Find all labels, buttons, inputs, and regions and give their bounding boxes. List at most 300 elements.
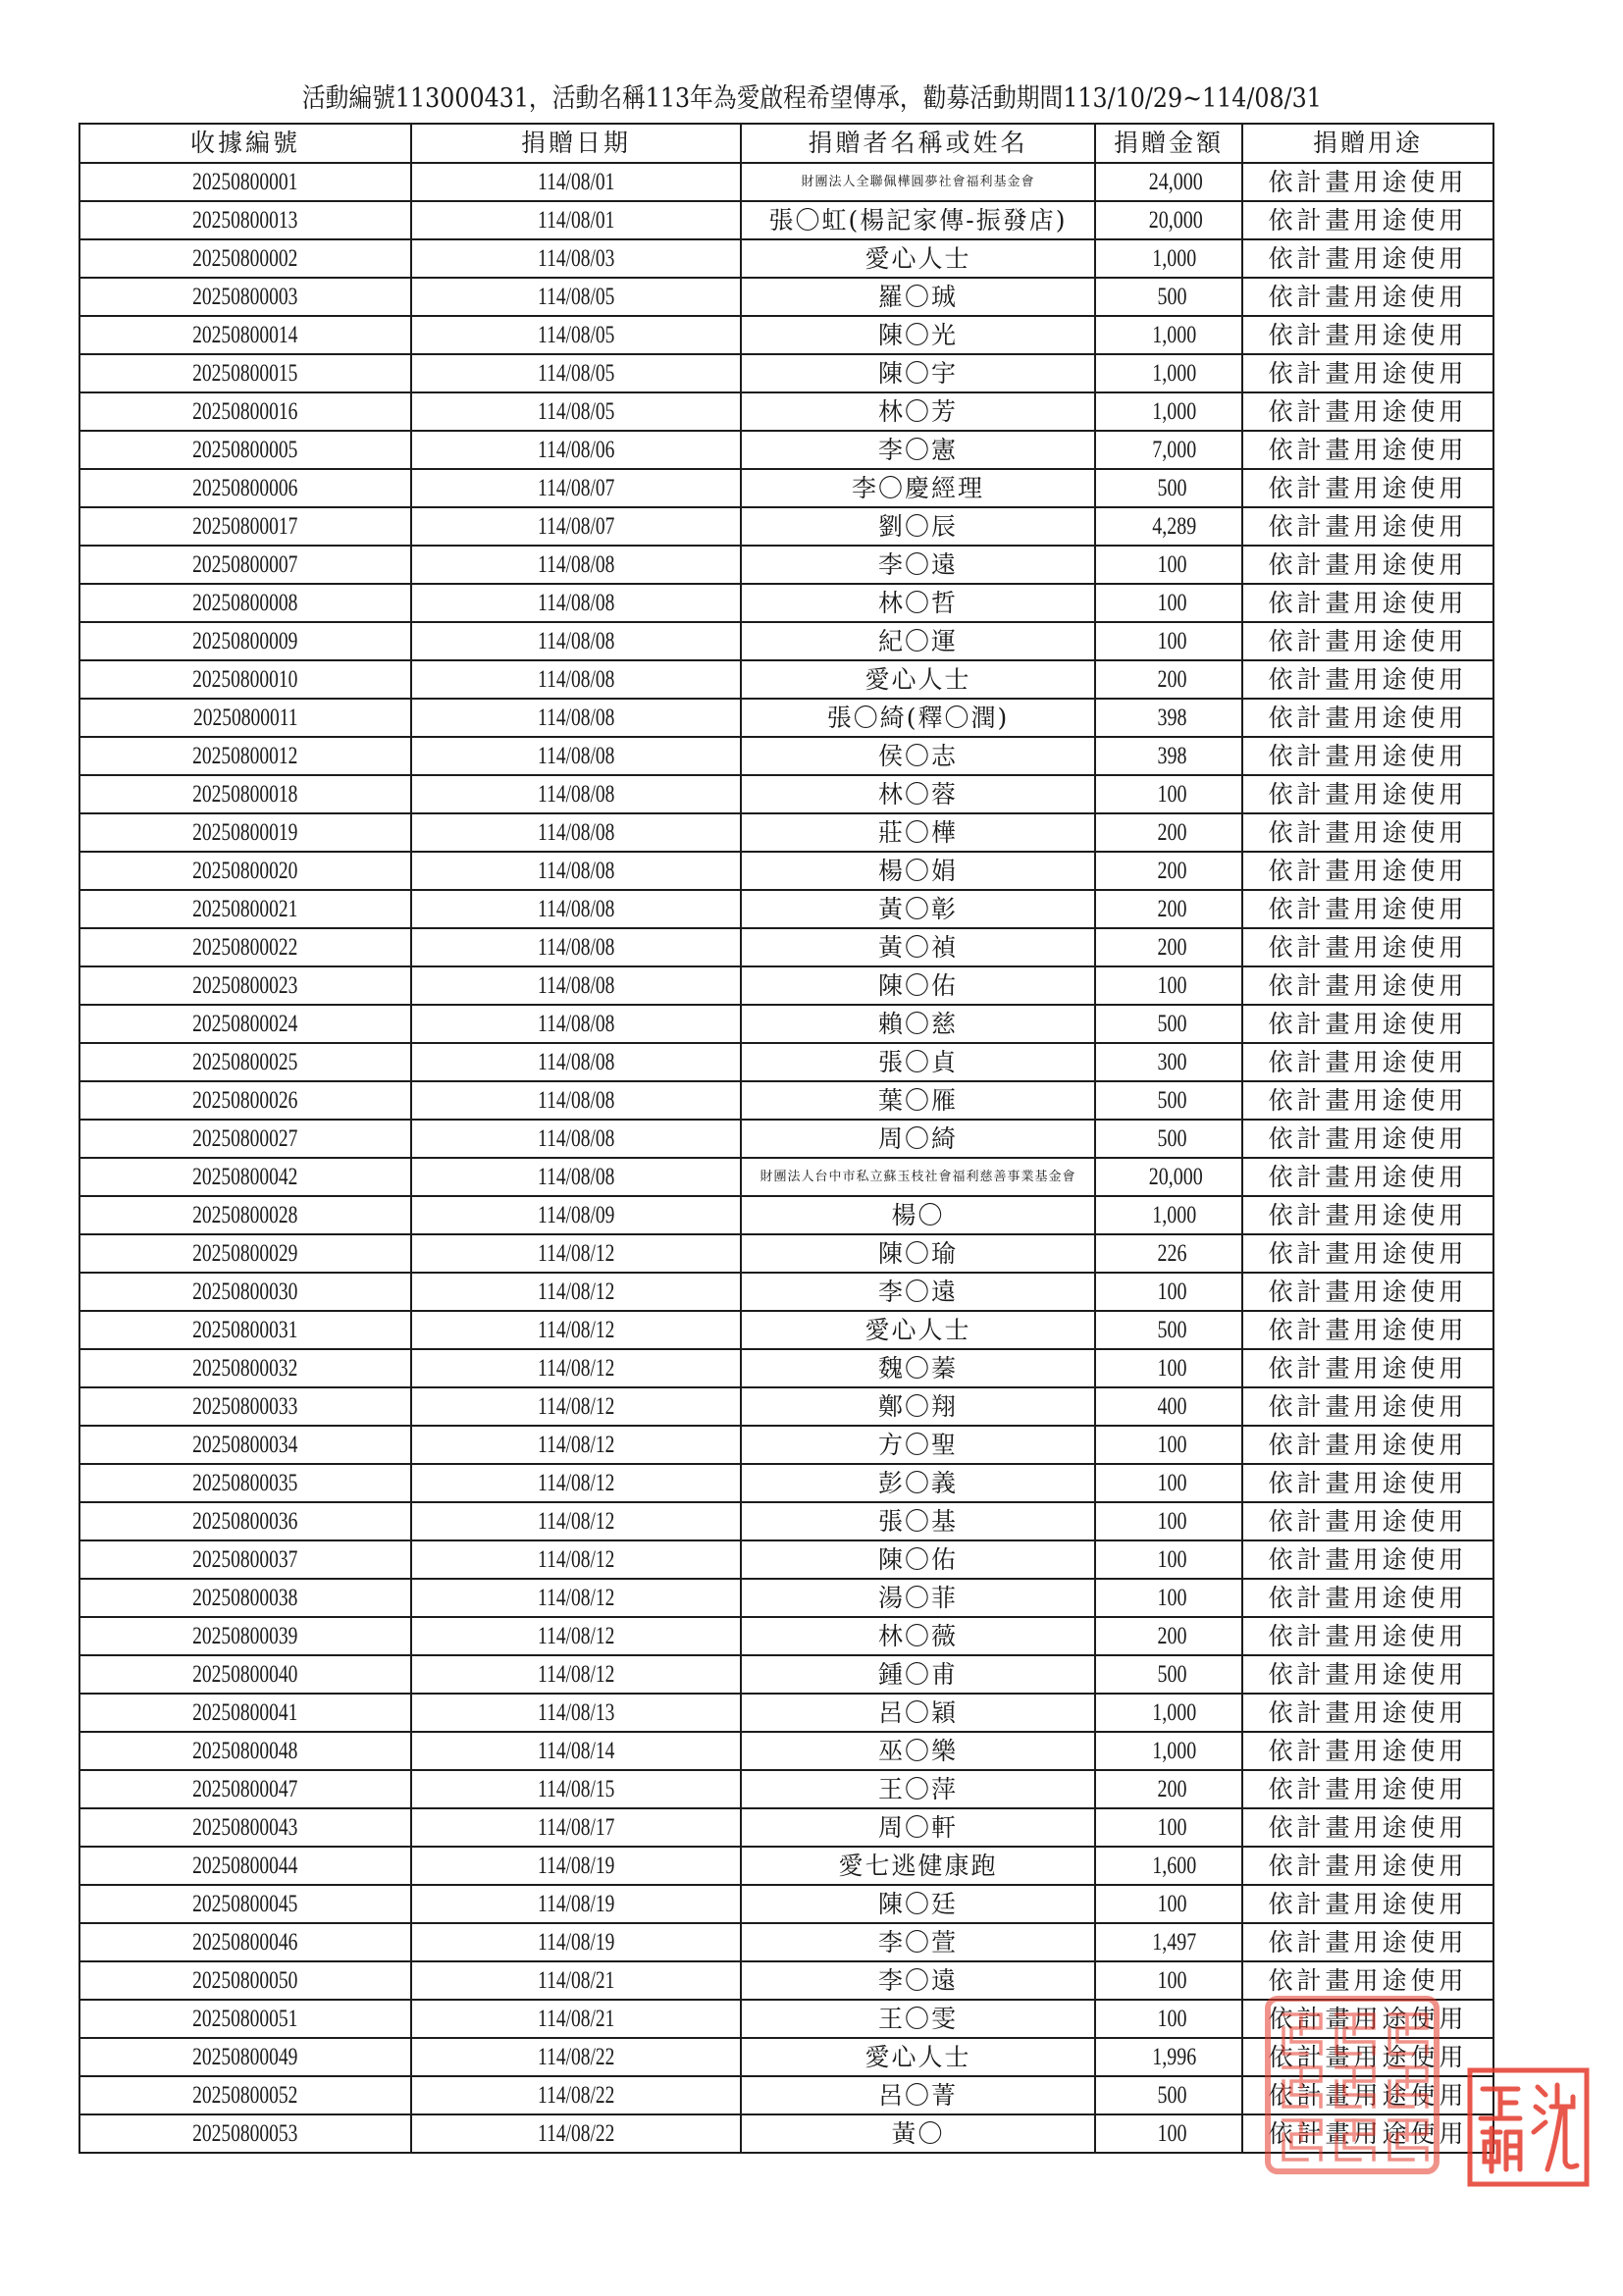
table-row — [79, 1426, 1493, 1464]
table-row — [79, 1311, 1493, 1349]
donor-name-cell-text: 愛心人士 — [864, 1315, 971, 1344]
purpose-cell — [1242, 392, 1493, 431]
amount-cell — [1095, 354, 1242, 392]
donor-name-cell — [741, 278, 1095, 316]
receipt-number-cell — [79, 1158, 411, 1196]
donor-name-cell-text: 陳〇廷 — [877, 1889, 958, 1918]
donation-date-cell — [411, 1694, 741, 1732]
amount-cell — [1095, 1273, 1242, 1311]
amount-cell — [1095, 1005, 1242, 1043]
donation-date-cell-text: 114/08/08 — [537, 780, 615, 808]
amount-cell-text: 1,000 — [1152, 397, 1197, 425]
donation-date-cell-text: 114/08/17 — [537, 1813, 615, 1841]
donation-date-cell-text: 114/08/12 — [537, 1316, 615, 1343]
donation-date-cell — [411, 1540, 741, 1579]
purpose-cell-text: 依計畫用途使用 — [1268, 1238, 1468, 1268]
donor-name-cell — [741, 2038, 1095, 2076]
receipt-number-cell-text: 20250800029 — [192, 1239, 298, 1267]
amount-cell — [1095, 546, 1242, 584]
donor-name-cell-text: 葉〇雁 — [877, 1085, 958, 1115]
receipt-number-cell-text: 20250800052 — [192, 2081, 298, 2109]
amount-cell-text: 100 — [1157, 589, 1187, 616]
donation-date-cell-text: 114/08/12 — [537, 1660, 615, 1688]
receipt-number-cell — [79, 737, 411, 775]
receipt-number-cell — [79, 1273, 411, 1311]
donation-date-cell-text: 114/08/08 — [537, 818, 615, 846]
receipt-number-cell-text: 20250800035 — [192, 1469, 298, 1496]
receipt-number-cell — [79, 1081, 411, 1120]
receipt-number-cell — [79, 813, 411, 852]
amount-cell — [1095, 163, 1242, 201]
receipt-number-cell — [79, 1502, 411, 1540]
donor-name-cell-text: 陳〇佑 — [877, 1544, 958, 1574]
receipt-number-cell — [79, 201, 411, 239]
donation-date-cell-text: 114/08/05 — [537, 321, 615, 348]
donation-date-cell — [411, 1273, 741, 1311]
receipt-number-cell — [79, 1196, 411, 1234]
amount-cell — [1095, 278, 1242, 316]
table-row — [79, 1961, 1493, 2000]
donor-name-cell — [741, 2000, 1095, 2038]
donor-name-cell — [741, 584, 1095, 622]
receipt-number-cell — [79, 660, 411, 699]
donation-date-cell — [411, 392, 741, 431]
donor-name-cell-text: 楊〇娟 — [877, 856, 958, 885]
column-header-donation-date: 捐贈日期 — [411, 124, 741, 163]
purpose-cell-text: 依計畫用途使用 — [1268, 1277, 1468, 1306]
donor-name-cell-text: 羅〇珹 — [877, 282, 958, 311]
column-header-amount: 捐贈金額 — [1095, 124, 1242, 163]
donor-name-cell-text: 張〇綺(釋〇潤) — [826, 703, 1010, 732]
purpose-cell — [1242, 1579, 1493, 1617]
receipt-number-cell-text: 20250800022 — [192, 933, 298, 961]
purpose-cell-text: 依計畫用途使用 — [1268, 1774, 1468, 1803]
purpose-cell — [1242, 1694, 1493, 1732]
amount-cell — [1095, 1540, 1242, 1579]
table-row — [79, 1387, 1493, 1426]
amount-cell-text: 200 — [1157, 665, 1187, 693]
purpose-cell-text: 依計畫用途使用 — [1268, 2118, 1468, 2148]
receipt-number-cell — [79, 2076, 411, 2114]
table-row — [79, 1120, 1493, 1158]
donor-name-cell — [741, 1808, 1095, 1847]
donation-date-cell — [411, 2000, 741, 2038]
amount-cell — [1095, 239, 1242, 278]
purpose-cell-text: 依計畫用途使用 — [1268, 396, 1468, 426]
amount-cell-text: 398 — [1157, 742, 1187, 769]
column-header-receipt-number: 收據編號 — [79, 124, 411, 163]
receipt-number-cell — [79, 316, 411, 354]
receipt-number-cell — [79, 1885, 411, 1923]
purpose-cell — [1242, 469, 1493, 507]
receipt-number-cell — [79, 2114, 411, 2153]
receipt-number-cell-text: 20250800026 — [192, 1086, 298, 1114]
purpose-cell-text: 依計畫用途使用 — [1268, 1583, 1468, 1612]
donation-date-cell — [411, 469, 741, 507]
donation-date-cell-text: 114/08/07 — [537, 512, 615, 540]
receipt-number-cell — [79, 1043, 411, 1081]
amount-cell-text: 100 — [1157, 780, 1187, 808]
donation-date-cell-text: 114/08/09 — [537, 1201, 615, 1228]
donor-name-cell-text: 巫〇樂 — [877, 1736, 958, 1765]
table-row — [79, 392, 1493, 431]
receipt-number-cell-text: 20250800007 — [192, 550, 298, 578]
amount-cell — [1095, 1961, 1242, 2000]
amount-cell — [1095, 1770, 1242, 1808]
donation-date-cell — [411, 431, 741, 469]
purpose-cell — [1242, 966, 1493, 1005]
purpose-cell — [1242, 1005, 1493, 1043]
amount-cell — [1095, 928, 1242, 966]
receipt-number-cell — [79, 278, 411, 316]
donation-date-cell-text: 114/08/12 — [537, 1622, 615, 1649]
amount-cell — [1095, 1081, 1242, 1120]
amount-cell — [1095, 2038, 1242, 2076]
purpose-cell — [1242, 1349, 1493, 1387]
receipt-number-cell — [79, 622, 411, 660]
receipt-number-cell-text: 20250800044 — [192, 1852, 298, 1879]
donation-date-cell — [411, 813, 741, 852]
receipt-number-cell-text: 20250800001 — [192, 168, 298, 195]
amount-cell — [1095, 1234, 1242, 1273]
amount-cell-text: 500 — [1157, 1124, 1187, 1152]
table-row — [79, 316, 1493, 354]
purpose-cell-text: 依計畫用途使用 — [1268, 1468, 1468, 1497]
donation-date-cell — [411, 201, 741, 239]
amount-cell-text: 200 — [1157, 933, 1187, 961]
purpose-cell — [1242, 699, 1493, 737]
purpose-cell — [1242, 1770, 1493, 1808]
amount-cell — [1095, 1885, 1242, 1923]
donor-name-cell — [741, 1847, 1095, 1885]
donation-date-cell — [411, 316, 741, 354]
purpose-cell-text: 依計畫用途使用 — [1268, 1851, 1468, 1880]
donation-date-cell-text: 114/08/08 — [537, 1163, 615, 1190]
amount-cell-text: 400 — [1157, 1392, 1187, 1420]
amount-cell-text: 100 — [1157, 1890, 1187, 1917]
amount-cell-text: 100 — [1157, 1278, 1187, 1305]
amount-cell-text: 100 — [1157, 1469, 1187, 1496]
donor-name-cell — [741, 1923, 1095, 1961]
table-row — [79, 775, 1493, 813]
amount-cell — [1095, 392, 1242, 431]
purpose-cell-text: 依計畫用途使用 — [1268, 779, 1468, 809]
purpose-cell-text: 依計畫用途使用 — [1268, 1353, 1468, 1383]
amount-cell — [1095, 1808, 1242, 1847]
purpose-cell — [1242, 546, 1493, 584]
purpose-cell-text: 依計畫用途使用 — [1268, 856, 1468, 885]
donation-date-cell — [411, 239, 741, 278]
table-body — [79, 163, 1493, 2153]
donor-name-cell — [741, 469, 1095, 507]
amount-cell-text: 100 — [1157, 2119, 1187, 2147]
amount-cell — [1095, 1196, 1242, 1234]
receipt-number-cell-text: 20250800039 — [192, 1622, 298, 1649]
donation-date-cell — [411, 1234, 741, 1273]
donation-date-cell-text: 114/08/07 — [537, 474, 615, 501]
donor-name-cell — [741, 354, 1095, 392]
donor-name-cell-text: 鄭〇翔 — [877, 1391, 958, 1421]
donation-table — [79, 123, 1494, 2154]
receipt-number-cell — [79, 584, 411, 622]
amount-cell — [1095, 737, 1242, 775]
table-row — [79, 1273, 1493, 1311]
amount-cell-text: 4,289 — [1152, 512, 1197, 540]
donation-date-cell — [411, 546, 741, 584]
receipt-number-cell-text: 20250800018 — [192, 780, 298, 808]
purpose-cell-text: 依計畫用途使用 — [1268, 1965, 1468, 1995]
donation-date-cell-text: 114/08/08 — [537, 1048, 615, 1075]
donor-name-cell — [741, 928, 1095, 966]
donor-name-cell-text: 林〇薇 — [877, 1621, 958, 1650]
donor-name-cell — [741, 1502, 1095, 1540]
receipt-number-cell-text: 20250800036 — [192, 1507, 298, 1535]
donation-date-cell — [411, 1847, 741, 1885]
receipt-number-cell — [79, 890, 411, 928]
receipt-number-cell — [79, 1349, 411, 1387]
donor-name-cell-text: 湯〇菲 — [877, 1583, 958, 1612]
donation-date-cell — [411, 1617, 741, 1655]
receipt-number-cell-text: 20250800042 — [192, 1163, 298, 1190]
page-title — [0, 82, 1623, 116]
donation-date-cell — [411, 1387, 741, 1426]
receipt-number-cell — [79, 2000, 411, 2038]
purpose-cell — [1242, 316, 1493, 354]
amount-cell-text: 100 — [1157, 1813, 1187, 1841]
donor-name-cell-text: 愛七逃健康跑 — [838, 1851, 998, 1880]
receipt-number-cell — [79, 699, 411, 737]
donation-date-cell-text: 114/08/05 — [537, 397, 615, 425]
donation-date-cell — [411, 1961, 741, 2000]
donation-date-cell-text: 114/08/08 — [537, 1010, 615, 1037]
donation-date-cell-text: 114/08/08 — [537, 1124, 615, 1152]
donor-name-cell-text: 李〇憲 — [877, 435, 958, 464]
receipt-number-cell-text: 20250800038 — [192, 1584, 298, 1611]
amount-cell — [1095, 2076, 1242, 2114]
donation-date-cell-text: 114/08/05 — [537, 359, 615, 387]
donor-name-cell — [741, 1196, 1095, 1234]
donation-date-cell — [411, 1158, 741, 1196]
donation-date-cell-text: 114/08/12 — [537, 1354, 615, 1382]
amount-cell — [1095, 1847, 1242, 1885]
purpose-cell-text: 依計畫用途使用 — [1268, 243, 1468, 273]
table-row — [79, 1005, 1493, 1043]
purpose-cell — [1242, 1196, 1493, 1234]
purpose-cell-text: 依計畫用途使用 — [1268, 1391, 1468, 1421]
receipt-number-cell — [79, 431, 411, 469]
amount-cell-text: 1,600 — [1152, 1852, 1197, 1879]
donor-name-cell-text: 魏〇蓁 — [877, 1353, 958, 1383]
purpose-cell-text: 依計畫用途使用 — [1268, 1315, 1468, 1344]
amount-cell-text: 100 — [1157, 1584, 1187, 1611]
donation-date-cell — [411, 1081, 741, 1120]
receipt-number-cell-text: 20250800005 — [192, 436, 298, 463]
purpose-cell — [1242, 1961, 1493, 2000]
receipt-number-cell — [79, 1234, 411, 1273]
amount-cell-text: 200 — [1157, 1775, 1187, 1802]
purpose-cell-text: 依計畫用途使用 — [1268, 626, 1468, 655]
table-row — [79, 1885, 1493, 1923]
purpose-cell — [1242, 1120, 1493, 1158]
purpose-cell — [1242, 660, 1493, 699]
donor-name-cell-text: 陳〇瑜 — [877, 1238, 958, 1268]
amount-cell — [1095, 1923, 1242, 1961]
purpose-cell — [1242, 852, 1493, 890]
donation-date-cell — [411, 1464, 741, 1502]
donor-name-cell-text: 陳〇佑 — [877, 970, 958, 1000]
receipt-number-cell-text: 20250800037 — [192, 1545, 298, 1573]
amount-cell-text: 7,000 — [1152, 436, 1197, 463]
amount-cell — [1095, 1694, 1242, 1732]
donation-date-cell — [411, 1502, 741, 1540]
receipt-number-cell-text: 20250800017 — [192, 512, 298, 540]
amount-cell — [1095, 1120, 1242, 1158]
donation-date-cell — [411, 507, 741, 546]
donation-date-cell — [411, 699, 741, 737]
table-row — [79, 1694, 1493, 1732]
purpose-cell-text: 依計畫用途使用 — [1268, 894, 1468, 923]
donor-name-cell-text: 李〇慶經理 — [851, 473, 984, 502]
table-row — [79, 584, 1493, 622]
donation-date-cell — [411, 1426, 741, 1464]
amount-cell-text: 20,000 — [1148, 206, 1203, 234]
amount-cell-text: 300 — [1157, 1048, 1187, 1075]
table-row — [79, 890, 1493, 928]
donation-date-cell-text: 114/08/01 — [537, 206, 615, 234]
table-row — [79, 1808, 1493, 1847]
purpose-cell-text: 依計畫用途使用 — [1268, 320, 1468, 349]
donation-date-cell — [411, 1005, 741, 1043]
donor-name-cell — [741, 316, 1095, 354]
donation-date-cell-text: 114/08/21 — [537, 1966, 615, 1994]
purpose-cell-text: 依計畫用途使用 — [1268, 1812, 1468, 1842]
receipt-number-cell-text: 20250800025 — [192, 1048, 298, 1075]
purpose-cell — [1242, 354, 1493, 392]
table-row — [79, 1158, 1493, 1196]
purpose-cell-text: 依計畫用途使用 — [1268, 358, 1468, 388]
column-header-donor-name: 捐贈者名稱或姓名 — [741, 124, 1095, 163]
purpose-cell-text: 依計畫用途使用 — [1268, 1927, 1468, 1957]
purpose-cell — [1242, 1847, 1493, 1885]
amount-cell-text: 200 — [1157, 1622, 1187, 1649]
receipt-number-cell-text: 20250800012 — [192, 742, 298, 769]
receipt-number-cell-text: 20250800051 — [192, 2005, 298, 2032]
purpose-cell-text: 依計畫用途使用 — [1268, 2080, 1468, 2110]
donor-name-cell — [741, 1961, 1095, 2000]
donor-name-cell — [741, 1273, 1095, 1311]
amount-cell-text: 200 — [1157, 857, 1187, 884]
purpose-cell-text: 依計畫用途使用 — [1268, 817, 1468, 847]
donor-name-cell-text: 王〇雯 — [877, 2004, 958, 2033]
donation-date-cell — [411, 1120, 741, 1158]
donor-name-cell-text: 方〇聖 — [877, 1430, 958, 1459]
donor-name-cell-text: 愛心人士 — [864, 243, 971, 273]
donor-name-cell-text: 陳〇光 — [877, 320, 958, 349]
table-row — [79, 2038, 1493, 2076]
table-row — [79, 2114, 1493, 2153]
donor-name-cell-text: 李〇遠 — [877, 1277, 958, 1306]
donation-date-cell — [411, 163, 741, 201]
donor-name-cell — [741, 1158, 1095, 1196]
purpose-cell-text: 依計畫用途使用 — [1268, 167, 1468, 196]
table-row — [79, 1502, 1493, 1540]
donation-date-cell-text: 114/08/19 — [537, 1928, 615, 1956]
donor-name-cell — [741, 1426, 1095, 1464]
donation-date-cell-text: 114/08/08 — [537, 627, 615, 654]
receipt-number-cell-text: 20250800050 — [192, 1966, 298, 1994]
table-row — [79, 1617, 1493, 1655]
receipt-number-cell-text: 20250800046 — [192, 1928, 298, 1956]
table-row — [79, 1655, 1493, 1694]
amount-cell-text: 100 — [1157, 2005, 1187, 2032]
receipt-number-cell — [79, 966, 411, 1005]
purpose-cell — [1242, 928, 1493, 966]
purpose-cell-text: 依計畫用途使用 — [1268, 435, 1468, 464]
donor-name-cell — [741, 622, 1095, 660]
table-row — [79, 1847, 1493, 1885]
donor-name-cell — [741, 1005, 1095, 1043]
receipt-number-cell — [79, 239, 411, 278]
donation-date-cell — [411, 852, 741, 890]
donation-date-cell — [411, 928, 741, 966]
purpose-cell — [1242, 1655, 1493, 1694]
amount-cell-text: 200 — [1157, 895, 1187, 922]
donor-name-cell-text: 黃〇 — [891, 2118, 945, 2148]
amount-cell — [1095, 1732, 1242, 1770]
receipt-number-cell — [79, 392, 411, 431]
donor-name-cell-text: 黃〇禎 — [877, 932, 958, 962]
amount-cell — [1095, 201, 1242, 239]
purpose-cell-text: 依計畫用途使用 — [1268, 1123, 1468, 1153]
purpose-cell-text: 依計畫用途使用 — [1268, 1430, 1468, 1459]
purpose-cell — [1242, 1426, 1493, 1464]
donor-name-cell — [741, 239, 1095, 278]
receipt-number-cell — [79, 1311, 411, 1349]
donation-date-cell — [411, 1923, 741, 1961]
amount-cell — [1095, 1655, 1242, 1694]
donation-date-cell-text: 114/08/12 — [537, 1239, 615, 1267]
receipt-number-cell — [79, 163, 411, 201]
table-row — [79, 813, 1493, 852]
receipt-number-cell — [79, 852, 411, 890]
donation-date-cell — [411, 890, 741, 928]
table-row — [79, 469, 1493, 507]
donor-name-cell-text: 王〇萍 — [877, 1774, 958, 1803]
donation-date-cell — [411, 2038, 741, 2076]
receipt-number-cell — [79, 2038, 411, 2076]
donor-name-cell — [741, 1579, 1095, 1617]
receipt-number-cell — [79, 1923, 411, 1961]
table-row — [79, 201, 1493, 239]
receipt-number-cell-text: 20250800040 — [192, 1660, 298, 1688]
donation-date-cell — [411, 1196, 741, 1234]
purpose-cell-text: 依計畫用途使用 — [1268, 1162, 1468, 1191]
receipt-number-cell-text: 20250800034 — [192, 1431, 298, 1458]
amount-cell-text: 500 — [1157, 283, 1187, 310]
amount-cell — [1095, 1426, 1242, 1464]
donor-name-cell — [741, 699, 1095, 737]
amount-cell-text: 500 — [1157, 474, 1187, 501]
amount-cell-text: 100 — [1157, 550, 1187, 578]
donor-name-cell-text: 鍾〇甫 — [877, 1659, 958, 1689]
receipt-number-cell-text: 20250800024 — [192, 1010, 298, 1037]
table-row — [79, 1196, 1493, 1234]
receipt-number-cell-text: 20250800041 — [192, 1698, 298, 1726]
amount-cell-text: 100 — [1157, 1507, 1187, 1535]
purpose-cell — [1242, 1540, 1493, 1579]
donation-date-cell-text: 114/08/14 — [537, 1737, 615, 1764]
amount-cell — [1095, 2114, 1242, 2153]
